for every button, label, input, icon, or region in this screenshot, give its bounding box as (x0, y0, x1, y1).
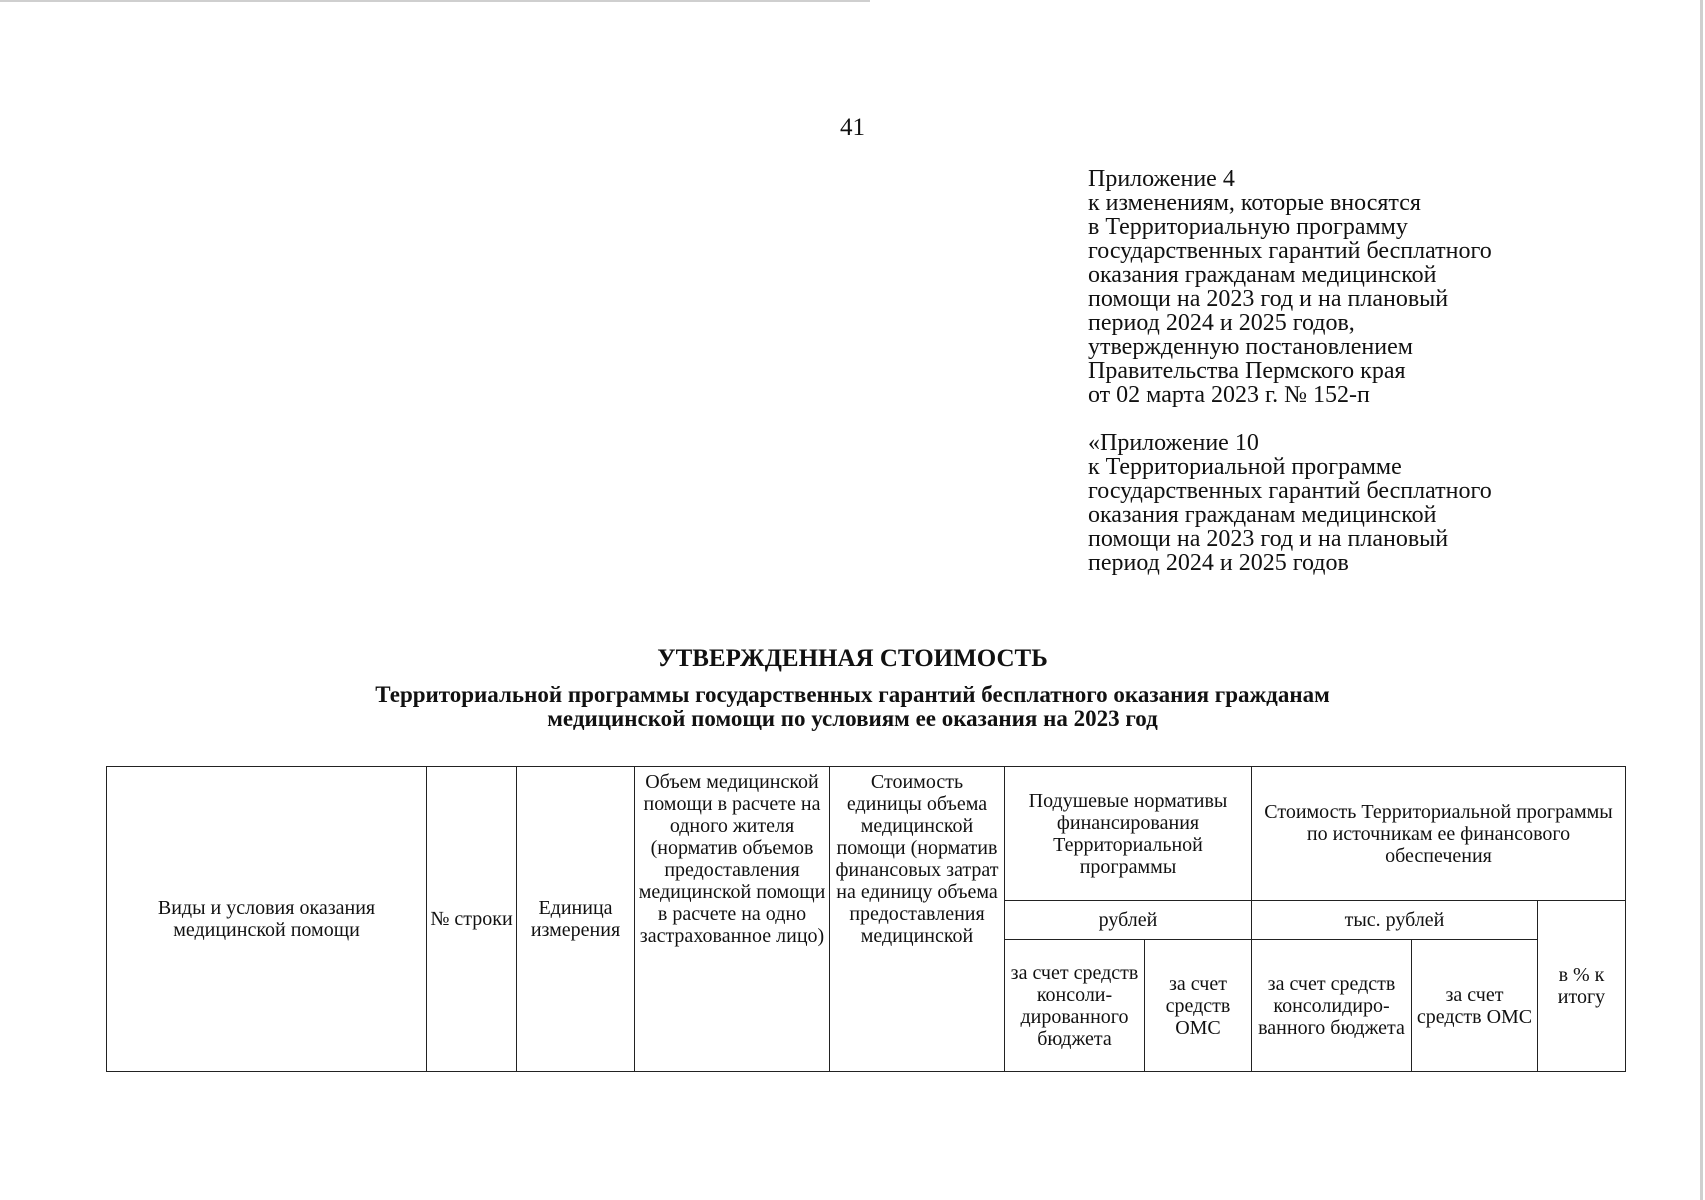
subtitle-line-2: медицинской помощи по условиям ее оказания на 2023 год (547, 706, 1158, 731)
annex2-line: период 2024 и 2025 годов (1088, 550, 1349, 576)
annex-line: помощи на 2023 год и на плановый (1088, 286, 1449, 312)
annex-line: Приложение 4 (1088, 166, 1235, 192)
cost-table (106, 766, 1626, 1072)
document-title: УТВЕРЖДЕННАЯ СТОИМОСТЬ (657, 645, 1048, 672)
annex-line: от 02 марта 2023 г. № 152-п (1088, 382, 1370, 408)
annex2-line: «Приложение 10 (1088, 430, 1259, 456)
header-unit-rubles: рублей (1005, 901, 1252, 940)
header-total-budget: за счет средств консолидиро-ванного бюджета (1252, 940, 1412, 1072)
header-unit: Единица измерения (517, 767, 635, 1072)
header-types-of-care: Виды и условия оказания медицинской помощи (107, 767, 427, 1072)
annex2-line: помощи на 2023 год и на плановый (1088, 526, 1449, 552)
cost-table-wrap (106, 766, 1626, 1072)
annex2-line: государственных гарантий бесплатного (1088, 478, 1492, 504)
header-unit-thousand-rubles: тыс. рублей (1252, 901, 1538, 940)
header-per-capita-oms: за счет средств ОМС (1145, 940, 1252, 1072)
annex-gap (1088, 407, 1688, 431)
page-number: 41 (840, 114, 865, 141)
annex-line: государственных гарантий бесплатного (1088, 238, 1492, 264)
header-unit-cost: Стоимость единицы объема медицинской помощи (норматив финансовых затрат на единицу объема предоставления медицинской (830, 767, 1005, 1072)
header-total-oms: за счет средств ОМС (1412, 940, 1538, 1072)
header-row-number: № строки (427, 767, 517, 1072)
subtitle-line-1: Территориальной программы государственных гарантий бесплатного оказания гражданам (375, 682, 1330, 707)
scan-artifact-top (0, 0, 870, 2)
header-per-capita-budget: за счет средств консоли-дированного бюджета (1005, 940, 1145, 1072)
document-subtitle (150, 683, 1555, 731)
annex-line: Правительства Пермского края (1088, 358, 1406, 384)
header-per-capita-group: Подушевые нормативы финансирования Территориальной программы (1005, 767, 1252, 901)
header-percent-of-total: в % к итогу (1538, 901, 1626, 1072)
annex2-line: к Территориальной программе (1088, 454, 1402, 480)
annex-line: к изменениям, которые вносятся (1088, 190, 1421, 216)
annex-line: период 2024 и 2025 годов, (1088, 310, 1355, 336)
annex-block (1088, 167, 1688, 575)
header-total-cost-group: Стоимость Территориальной программы по источникам ее финансового обеспечения (1252, 767, 1626, 901)
annex-line: оказания гражданам медицинской (1088, 262, 1437, 288)
annex-line: утвержденную постановлением (1088, 334, 1413, 360)
header-volume: Объем медицинской помощи в расчете на одного жителя (норматив объемов предоставления медицинской помощи в расчете на одно застрахованное лицо) (635, 767, 830, 1072)
annex-line: в Территориальную программу (1088, 214, 1408, 240)
scan-artifact-right (1700, 0, 1703, 1200)
annex2-line: оказания гражданам медицинской (1088, 502, 1437, 528)
